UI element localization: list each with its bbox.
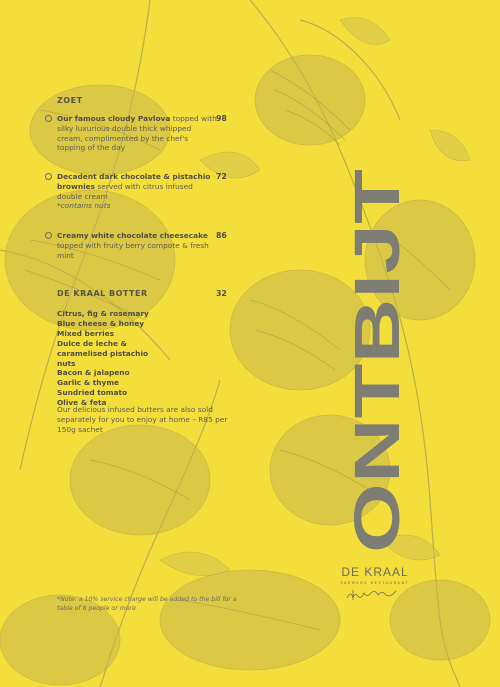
section-heading-botter: DE KRAAL BOTTER — [57, 289, 148, 298]
signature-mark — [345, 588, 405, 602]
menu-item-text — [57, 231, 217, 260]
butter-item: Blue cheese & honey — [57, 318, 145, 328]
butter-note: Our delicious infused butters are also sold separately for you to enjoy at home – R85 per 150g sachet — [57, 405, 228, 434]
menu-item-price: 72 — [216, 172, 227, 181]
menu-item-title: Decadent dark chocolate & pistachio brownies — [57, 172, 211, 191]
page-title-text: ONTBIJT — [341, 279, 407, 553]
menu-item-text — [57, 172, 217, 211]
butter-item: Sundried tomato — [57, 388, 128, 398]
circle-marker-icon — [45, 173, 52, 180]
menu-item-description: served with citrus infused double cream — [57, 181, 193, 201]
menu-item-note: *contains nuts — [57, 201, 111, 211]
circle-marker-icon — [45, 232, 52, 239]
circle-marker-icon — [45, 115, 52, 122]
butter-list — [57, 309, 257, 408]
butter-item: Bacon & jalapeno — [57, 368, 130, 378]
brand-tagline: FARMERS RESTAURANT — [340, 581, 410, 585]
brand-name: DE KRAAL — [341, 565, 409, 579]
butter-item: Garlic & thyme — [57, 378, 120, 388]
menu-item-price: 86 — [216, 231, 227, 240]
section-heading-zoet: ZOET — [57, 96, 83, 105]
botter-price: 32 — [216, 289, 227, 298]
menu-item-description: topped with fruity berry compote & fresh mint — [57, 240, 209, 260]
page-title — [341, 165, 407, 555]
menu-item-price: 98 — [216, 114, 227, 123]
service-charge-note: *Note: a 10% service charge will be added to the bill for a table of 8 people or more — [57, 596, 237, 612]
butter-item: Mixed berries — [57, 328, 115, 338]
menu-item-description: topped with silky luxurious double thick whipped cream, complimented by the chef's topping of the day — [57, 114, 217, 153]
menu-item-title: Our famous cloudy Pavlova — [57, 114, 171, 123]
butter-item: Olive & feta — [57, 398, 107, 408]
menu-item-text — [57, 114, 217, 153]
butter-item: Citrus, fig & rosemary — [57, 309, 149, 318]
brand-logo — [330, 565, 420, 602]
menu-item-title: Creamy white chocolate cheesecake — [57, 231, 208, 240]
butter-item: Dulce de leche & caramelised pistachio nuts — [57, 338, 149, 368]
